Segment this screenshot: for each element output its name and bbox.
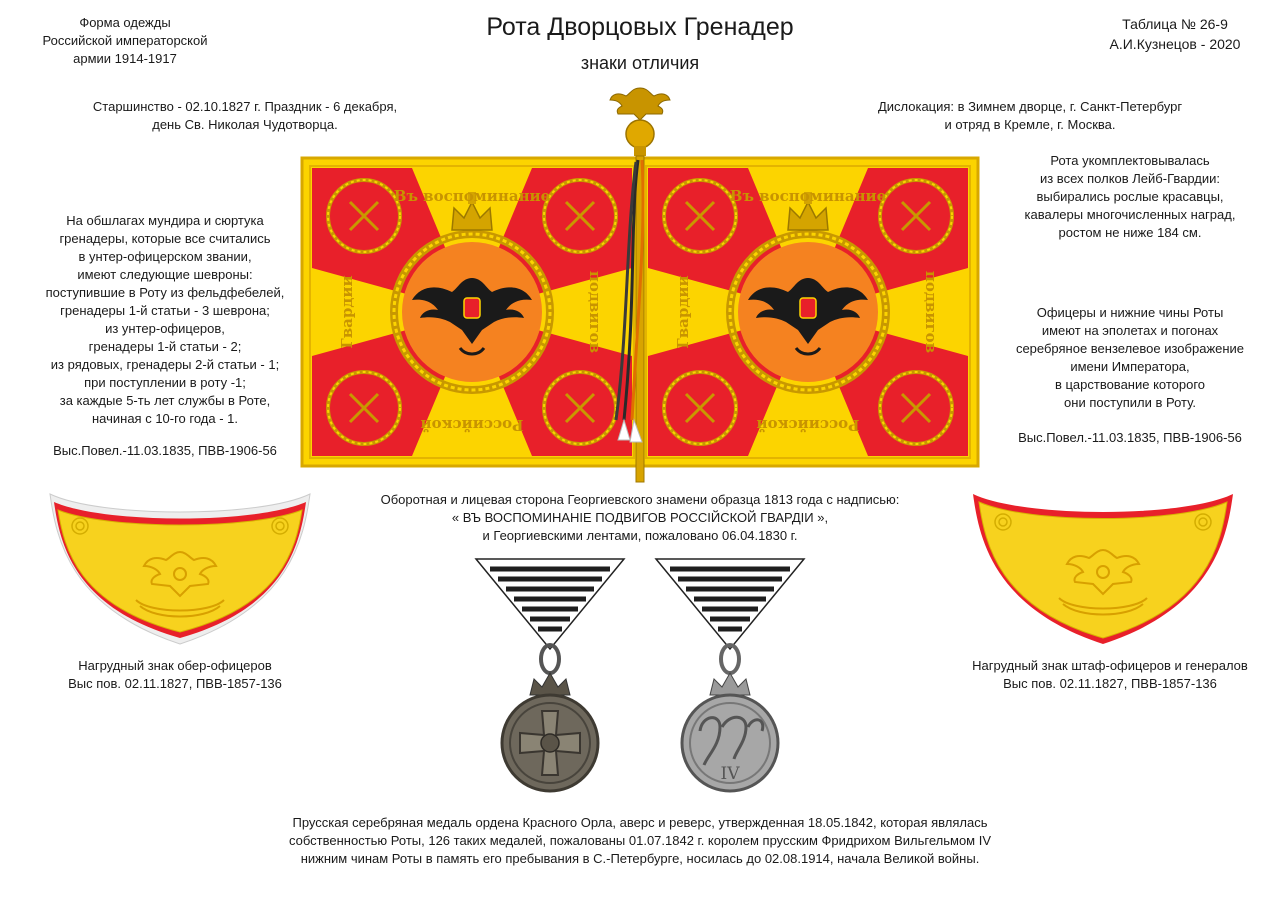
medal-reverse-numeral: IV bbox=[720, 764, 740, 784]
header-uniform-note: Форма одежды Российской императорской армии 1914-1917 bbox=[42, 15, 208, 66]
medal-reverse bbox=[650, 555, 810, 805]
banner-text-top-left: Въ воспоминание bbox=[393, 187, 551, 205]
banner-text-right-2: подвигов bbox=[922, 270, 940, 354]
table-number: Таблица № 26-9 А.И.Кузнецов - 2020 bbox=[1109, 16, 1241, 52]
recruitment-note: Рота укомплектовывалась из всех полков Лейб-Гвардии: выбирались рослые красавцы, кавалеры многочисленных наград, ростом не ниже 184 см. bbox=[1024, 153, 1236, 240]
banner-text-right-1: подвигов bbox=[586, 270, 604, 354]
gorget-staff-caption: Нагрудный знак штаф-офицеров и генералов Выс пов. 02.11.1827, ПВВ-1857-136 bbox=[972, 658, 1248, 691]
medal-caption: Прусская серебряная медаль ордена Красного Орла, аверс и реверс, утвержденная 18.05.1842, которая являлась собственностью Роты, 126 таких медалей, пожалованы 01.07.1842 г. королем прусским Фридрихом Вильгельмом IV нижним чинам Роты в память его пребывания в С.-Петербурге, носилась до 02.08.1914, начала Великой войны. bbox=[288, 815, 992, 866]
officers-monogram-note: Офицеры и нижние чины Роты имеют на эполетах и погонах серебряное вензелевое изображение имени Императора, в царствование которого они поступили в Роту. Выс.Повел.-11.03.1835, ПВВ-1906-56 bbox=[1015, 305, 1245, 445]
banner-text-left-1: Гвардии bbox=[338, 275, 356, 349]
dislocation-note: Дислокация: в Зимнем дворце, г. Санкт-Петербург и отряд в Кремле, г. Москва. bbox=[877, 99, 1183, 132]
seniority-note: Старшинство - 02.10.1827 г. Праздник - 6 декабря, день Св. Николая Чудотворца. bbox=[92, 99, 398, 132]
banner-illustration bbox=[300, 80, 980, 485]
medal-obverse bbox=[470, 555, 630, 805]
banner-text-bottom-1: Российской bbox=[420, 416, 524, 434]
gorget-ober-officers bbox=[40, 488, 320, 653]
page-subtitle: знаки отличия bbox=[580, 53, 700, 73]
page-title: Рота Дворцовых Гренадер bbox=[486, 13, 794, 41]
gorget-ober-caption: Нагрудный знак обер-офицеров Выс пов. 02.11.1827, ПВВ-1857-136 bbox=[68, 658, 282, 691]
gorget-staff-officers bbox=[963, 488, 1243, 653]
banner-caption: Оборотная и лицевая сторона Георгиевского знамени образца 1813 года с надписью: « ВЪ ВОСПОМИНАНIЕ ПОДВИГОВ РОССIЙСКОЙ ГВАРДIИ », и Георгиевскими лентами, пожаловано 06.04.1830 г. bbox=[380, 492, 900, 543]
banner-text-top-right: Въ воспоминание bbox=[729, 187, 887, 205]
chevrons-note: На обшлагах мундира и сюртука гренадеры, которые все считались в унтер-офицерском звании, имеют следующие шевроны: поступившие в Роту из фельдфебелей, гренадеры 1-й статьи - 3 шеврона; из унтер-офицеров, гренадеры 1-й статьи - 2; из рядовых, гренадеры 2-й статьи - 1; при поступлении в роту -1; за каждые 5-ть лет службы в Роте, начиная с 10-го года - 1. Выс.Повел.-11.03.1835, ПВВ-1906-56 bbox=[45, 213, 285, 458]
banner-text-left-2: Гвардии bbox=[674, 275, 692, 349]
banner-text-bottom-2: Российской bbox=[756, 416, 860, 434]
pole-finial bbox=[610, 88, 670, 156]
